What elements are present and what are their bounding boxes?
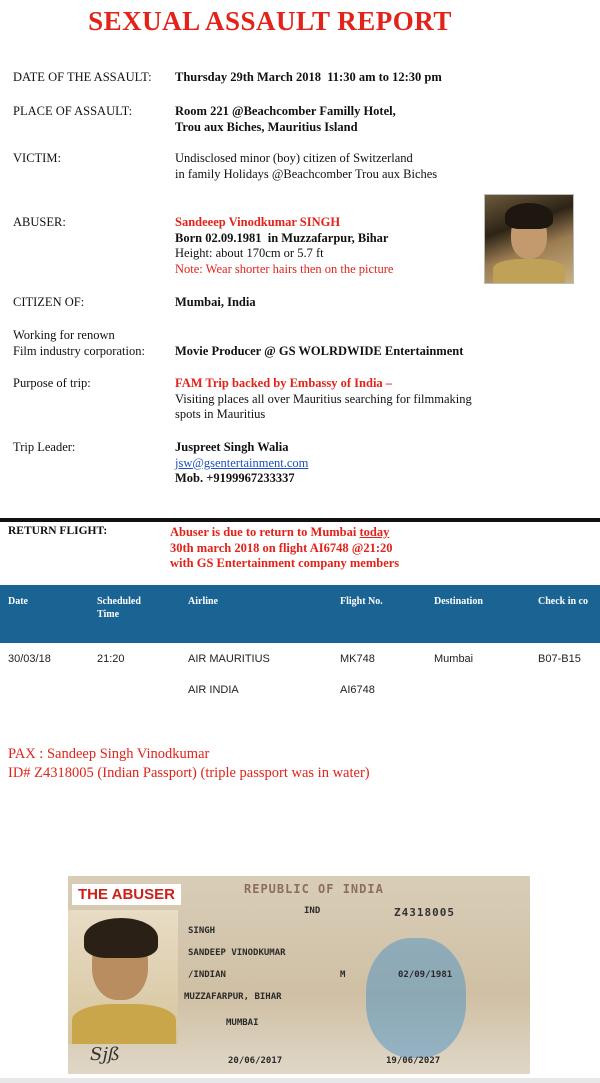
th-scheduled-line2: Time [97,609,120,620]
photo-hair [505,203,553,229]
leader-name: Juspreet Singh Walia [175,440,289,454]
abuser-name: Sandeeep Vinodkumar SINGH [175,215,341,229]
passport-dob: 02/09/1981 [398,970,453,980]
passport-photo-hair [84,918,158,958]
passport-surname: SINGH [188,926,216,936]
purpose-value [175,376,575,423]
victim-row [13,151,593,183]
victim-line2: in family Holidays @Beachcomber Trou aux Biches [175,166,438,181]
th-airline: Airline [188,596,218,607]
page-bottom-bar [0,1078,600,1083]
date-value [175,70,575,86]
place-line1: Room 221 @Beachcomber Familly Hotel, [175,104,396,118]
return-flight-today: today [359,525,390,539]
passport-given-names: SANDEEP VINODKUMAR [188,948,286,958]
abuser-born-prefix: Born [175,230,203,245]
victim-value [175,151,575,182]
working-value: Movie Producer @ GS WOLRDWIDE Entertainment [175,343,464,358]
report-title: SEXUAL ASSAULT REPORT [88,6,452,36]
cell-airline: AIR MAURITIUS [188,653,270,665]
place-value [175,104,575,135]
th-destination: Destination [434,596,483,607]
cell-flight: MK748 [340,653,375,665]
pax-info [8,745,370,783]
passport-birthplace: MUZZAFARPUR, BIHAR [184,992,282,1002]
th-scheduled [97,595,141,621]
passport-issue-date: 20/06/2017 [228,1056,283,1066]
return-flight-line1-prefix: Abuser is due to return to Mumbai [170,525,357,539]
return-flight-line3: with GS Entertainment company members [170,556,400,570]
cell-airline: AIR INDIA [188,684,239,696]
abuser-born-place: in Muzzafarpur, Bihar [267,230,389,245]
purpose-line2: Visiting places all over Mauritius searching for filmmaking [175,391,472,406]
return-flight-line1 [170,525,570,541]
cell-date: 30/03/18 [8,653,51,665]
victim-line1: Undisclosed minor (boy) citizen of Switzerland [175,151,413,165]
passport-ghost-photo [366,938,466,1058]
passport-image [68,876,530,1074]
passport-signature: Sjß [90,1044,120,1065]
abuser-label: ABUSER: [13,215,66,229]
return-flight-value [170,525,570,572]
th-scheduled-line1: Scheduled [97,596,141,607]
th-date: Date [8,596,28,607]
passport-number: Z4318005 [394,906,455,919]
purpose-line3: spots in Mauritius [175,407,266,421]
leader-row [13,440,593,488]
return-flight-label: RETURN FLIGHT: [8,525,108,537]
citizen-label: CITIZEN OF: [13,295,85,309]
working-label-line2: Film industry corporation: [13,343,145,358]
cell-destination: Mumbai [434,653,474,665]
date-label: DATE OF THE ASSAULT: [13,70,152,84]
abuser-photo [484,194,574,284]
citizen-value: Mumbai, India [175,295,256,309]
passport-nationality: /INDIAN [188,970,226,980]
date-day: Thursday 29th March 2018 [175,70,321,84]
pax-line2: ID# Z4318005 (Indian Passport) (triple passport was in water) [8,765,370,781]
passport-photo [68,910,178,1044]
working-label-line1: Working for renown [13,328,115,342]
flight-table-header [0,585,600,643]
cell-checkin: B07-B15 [538,653,581,665]
passport-photo-shirt [72,1004,176,1044]
th-checkin: Check in co [538,596,588,607]
abuser-height: Height: about 170cm or 5.7 ft [175,246,324,260]
abuser-born-date: 02.09.1981 [205,230,262,245]
cell-flight: AI6748 [340,684,375,696]
pax-line1: PAX : Sandeep Singh Vinodkumar [8,746,210,762]
leader-value [175,440,575,487]
leader-label: Trip Leader: [13,440,76,454]
passport-code: IND [304,906,321,916]
date-time: 11:30 am to 12:30 pm [327,70,442,84]
place-line2: Trou aux Biches, Mauritius Island [175,119,358,134]
purpose-label: Purpose of trip: [13,376,91,390]
passport-sex: M [340,970,346,980]
passport-issue-place: MUMBAI [226,1018,259,1028]
working-row [13,328,593,360]
cell-time: 21:20 [97,653,125,665]
th-flight: Flight No. [340,596,383,607]
the-abuser-tag: THE ABUSER [72,884,181,905]
return-flight-line2: 30th march 2018 on flight AI6748 @21:20 [170,540,393,555]
leader-email-link[interactable]: jsw@gsentertainment.com [175,455,309,470]
place-label: PLACE OF ASSAULT: [13,104,133,118]
leader-mobile: Mob. +9199967233337 [175,471,295,485]
photo-shirt [493,259,565,283]
abuser-note: Note: Wear shorter hairs then on the picture [175,261,394,276]
passport-expiry: 19/06/2027 [386,1056,441,1066]
purpose-red: FAM Trip backed by Embassy of India – [175,376,393,390]
place-row [13,104,593,136]
working-label [13,328,145,359]
purpose-row [13,376,593,424]
date-row [13,70,593,88]
section-divider [0,518,600,522]
victim-label: VICTIM: [13,151,61,165]
passport-republic: REPUBLIC OF INDIA [244,882,384,896]
citizen-row [13,295,593,313]
